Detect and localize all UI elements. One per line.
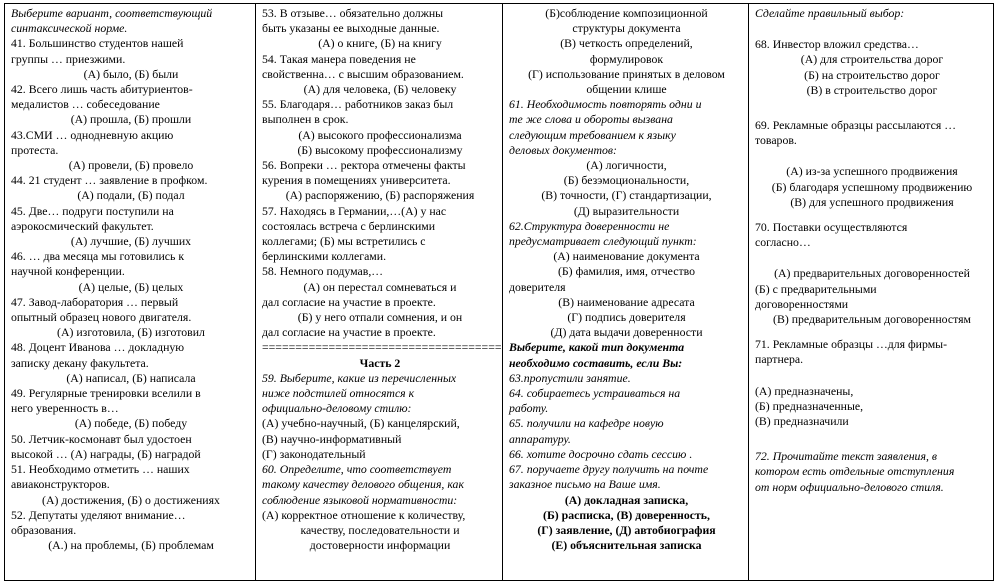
- text-line: Часть 2: [359, 355, 401, 370]
- text-line: опытный образец нового двигателя.: [11, 310, 192, 325]
- column-3: [502, 4, 748, 580]
- text-line: 56. Вопреки … ректора отмечены факты: [262, 158, 466, 173]
- spacer: [755, 250, 989, 266]
- text-line: 68. Инвестор вложил средства…: [755, 37, 919, 52]
- text-line: заказное письмо на Ваше имя.: [509, 477, 661, 492]
- text-line: (А) предназначены,: [755, 383, 854, 398]
- text-line: курения в помещениях университета.: [262, 173, 451, 188]
- text-line: (Д) выразительности: [573, 203, 680, 218]
- text-line: (А) из-за успешного продвижения: [786, 164, 958, 179]
- text-line: 49. Регулярные тренировки вселили в: [11, 386, 201, 401]
- text-line: 57. Находясь в Германии,…(А) у нас: [262, 203, 447, 218]
- text-line: выполнен в срок.: [262, 112, 349, 127]
- text-line: (А) прошла, (Б) прошли: [70, 112, 192, 127]
- text-line: (А) для строительства дорог: [800, 52, 944, 67]
- text-line: (В) в строительство дорог: [806, 82, 938, 97]
- text-line: (А) корректное отношение к количеству,: [262, 507, 466, 522]
- text-line: 72. Прочитайте текст заявления, в: [755, 449, 937, 464]
- text-line: 45. Две… подруги поступили на: [11, 203, 174, 218]
- text-line: те же слова и обороты вызвана: [509, 112, 673, 127]
- text-line: (Г) заявление, (Д) автобиография: [537, 522, 716, 537]
- text-line: качеству, последовательности и: [300, 522, 460, 537]
- text-line: (А) было, (Б) были: [83, 66, 179, 81]
- spacer: [755, 429, 989, 449]
- text-line: Выберите, какой тип документа: [509, 340, 685, 355]
- text-line: 62.Структура доверенности не: [509, 218, 670, 233]
- text-line: ниже подстилей относятся к: [262, 386, 415, 401]
- text-line: 55. Благодаря… работников заказ был: [262, 97, 454, 112]
- text-line: (В) предназначили: [755, 414, 849, 429]
- text-line: 50. Летчик-космонавт был удостоен: [11, 431, 192, 446]
- text-line: образования.: [11, 522, 77, 537]
- text-line: аппаратуру.: [509, 431, 571, 446]
- text-line: 42. Всего лишь часть абитуриентов-: [11, 82, 193, 97]
- text-line: научной конференции.: [11, 264, 125, 279]
- text-line: Выберите вариант, соответствующий: [11, 6, 213, 20]
- column-1: [5, 4, 255, 580]
- text-line: (В) для успешного продвижения: [790, 194, 954, 209]
- test-sheet: [4, 3, 994, 581]
- text-line: (Г) подпись доверителя: [567, 310, 686, 325]
- text-line: (А) провели, (Б) провело: [68, 158, 194, 173]
- text-line: (В) предварительным договоренностям: [773, 312, 971, 327]
- text-line: аэрокосмический факультет.: [11, 218, 154, 233]
- text-line: (А) написал, (Б) написала: [66, 370, 196, 385]
- text-line: договоренностями: [755, 296, 849, 311]
- text-line: (А) достижения, (Б) о достижениях: [42, 492, 220, 507]
- text-line: 59. Выберите, какие из перечисленных: [262, 370, 457, 385]
- text-line: Сделайте правильный выбор:: [755, 6, 905, 20]
- text-line: (А) предварительных договоренностей: [774, 266, 970, 281]
- text-line: 41. Большинство студентов нашей: [11, 36, 184, 51]
- spacer: [755, 327, 989, 337]
- text-line: протеста.: [11, 142, 59, 157]
- text-line: свойственна… с высшим образованием.: [262, 66, 464, 81]
- text-line: работу.: [509, 401, 549, 416]
- text-line: медалистов … собеседование: [11, 97, 160, 112]
- text-line: него уверенность в…: [11, 401, 119, 416]
- text-line: 43.СМИ … однодневную акцию: [11, 127, 174, 142]
- column-2: [255, 4, 502, 580]
- spacer: [755, 98, 989, 118]
- text-line: следующим требованием к языку: [509, 127, 676, 142]
- text-line: 48. Доцент Иванова … докладную: [11, 340, 185, 355]
- text-line: (Г) законодательный: [262, 446, 366, 461]
- text-line: котором есть отдельные отступления: [755, 464, 955, 479]
- text-line: ====================================: [262, 340, 502, 355]
- text-line: (А) наименование документа: [553, 249, 700, 264]
- text-line: дал согласие на участие в проекте.: [262, 325, 436, 340]
- text-line: 71. Рекламные образцы …для фирмы-: [755, 337, 948, 352]
- text-line: дал согласие на участие в проекте.: [262, 294, 436, 309]
- text-line: деловых документов:: [509, 142, 617, 157]
- text-line: (Б) предназначенные,: [755, 398, 864, 413]
- text-line: товаров.: [755, 133, 797, 148]
- text-line: (А) целые, (Б) целых: [78, 279, 184, 294]
- text-line: согласно…: [755, 235, 811, 250]
- text-line: 54. Такая манера поведения не: [262, 51, 416, 66]
- text-line: записку декану факультета.: [11, 355, 149, 370]
- text-line: (В) научно-информативный: [262, 431, 402, 446]
- text-line: 64. собираетесь устраиваться на: [509, 386, 681, 401]
- text-line: (Б) на строительство дорог: [804, 67, 940, 82]
- text-line: необходимо составить, если Вы:: [509, 355, 683, 370]
- text-line: структуры документа: [572, 21, 681, 36]
- text-line: (Б) у него отпали сомнения, и он: [297, 310, 463, 325]
- text-line: 66. хотите досрочно сдать сессию .: [509, 446, 693, 461]
- text-line: 61. Необходимость повторять одни и: [509, 97, 702, 112]
- text-line: официально-деловому стилю:: [262, 401, 412, 416]
- text-line: (В) четкость определений,: [560, 36, 693, 51]
- text-line: 47. Завод-лаборатория … первый: [11, 294, 179, 309]
- text-line: доверителя: [509, 279, 566, 294]
- text-line: быть указаны ее выходные данные.: [262, 21, 440, 36]
- text-line: общении клише: [586, 82, 667, 97]
- text-line: (Е) объяснительная записка: [551, 538, 702, 553]
- text-line: группы … приезжими.: [11, 51, 126, 66]
- text-line: от норм официально-делового стиля.: [755, 479, 944, 494]
- text-line: (А) учебно-научный, (Б) канцелярский,: [262, 416, 460, 431]
- text-line: (А) докладная записка,: [564, 492, 689, 507]
- text-line: 60. Определите, что соответствует: [262, 462, 452, 477]
- spacer: [755, 210, 989, 220]
- spacer: [755, 21, 989, 37]
- text-line: (Б) с предварительными: [755, 281, 877, 296]
- text-line: 53. В отзыве… обязательно должны: [262, 6, 444, 20]
- text-line: (В) наименование адресата: [558, 294, 695, 309]
- text-line: 70. Поставки осуществляются: [755, 220, 908, 235]
- text-line: состоялась встреча с берлинскими: [262, 218, 436, 233]
- text-line: авиаконструкторов.: [11, 477, 110, 492]
- text-line: коллегами; (Б) мы встретились с: [262, 234, 426, 249]
- text-line: (А) он перестал сомневаться и: [303, 279, 457, 294]
- text-line: 65. получили на кафедре новую: [509, 416, 664, 431]
- text-line: партнера.: [755, 352, 804, 367]
- text-line: (А) лучшие, (Б) лучших: [70, 234, 192, 249]
- text-line: (Б) фамилия, имя, отчество: [557, 264, 695, 279]
- text-line: (Б) высокому профессионализму: [297, 142, 463, 157]
- text-line: достоверности информации: [309, 538, 451, 553]
- text-line: 58. Немного подумав,…: [262, 264, 384, 279]
- text-line: (Б) безэмоциональности,: [563, 173, 690, 188]
- text-line: (Б)соблюдение композиционной: [545, 6, 708, 20]
- column-4: [748, 4, 993, 580]
- spacer: [755, 368, 989, 384]
- text-line: такому качеству делового общения, как: [262, 477, 464, 492]
- text-line: 52. Депутаты уделяют внимание…: [11, 507, 186, 522]
- text-line: (А) для человека, (Б) человеку: [303, 82, 457, 97]
- text-line: (Д) дата выдачи доверенности: [550, 325, 703, 340]
- text-line: (А) победе, (Б) победу: [74, 416, 188, 431]
- text-line: 44. 21 студент … заявление в профком.: [11, 173, 208, 188]
- text-line: синтаксической норме.: [11, 21, 128, 36]
- text-line: 46. … два месяца мы готовились к: [11, 249, 185, 264]
- text-line: (В) точности, (Г) стандартизации,: [541, 188, 712, 203]
- text-line: (Б) благодаря успешному продвижению: [771, 179, 973, 194]
- text-line: (А) изготовила, (Б) изготовил: [57, 325, 205, 340]
- text-line: формулировок: [589, 51, 664, 66]
- text-line: соблюдение языковой нормативности:: [262, 492, 458, 507]
- text-line: предусматривает следующий пункт:: [509, 234, 697, 249]
- text-line: (А) распоряжению, (Б) распоряжения: [285, 188, 475, 203]
- text-line: 63.пропустили занятие.: [509, 370, 631, 385]
- text-line: 67. поручаете другу получить на почте: [509, 462, 709, 477]
- text-line: (Г) использование принятых в деловом: [528, 66, 725, 81]
- text-line: высокой … (А) награды, (Б) наградой: [11, 446, 201, 461]
- text-line: 51. Необходимо отметить … наших: [11, 462, 190, 477]
- text-line: берлинскими коллегами.: [262, 249, 387, 264]
- text-line: (Б) расписка, (В) доверенность,: [543, 507, 710, 522]
- text-line: (А) о книге, (Б) на книгу: [318, 36, 442, 51]
- spacer: [755, 148, 989, 164]
- text-line: (А) логичности,: [586, 158, 667, 173]
- text-line: (А.) на проблемы, (Б) проблемам: [48, 538, 214, 553]
- text-line: (А) высокого профессионализма: [298, 127, 462, 142]
- text-line: (А) подали, (Б) подал: [77, 188, 185, 203]
- text-line: 69. Рекламные образцы рассылаются …: [755, 118, 956, 133]
